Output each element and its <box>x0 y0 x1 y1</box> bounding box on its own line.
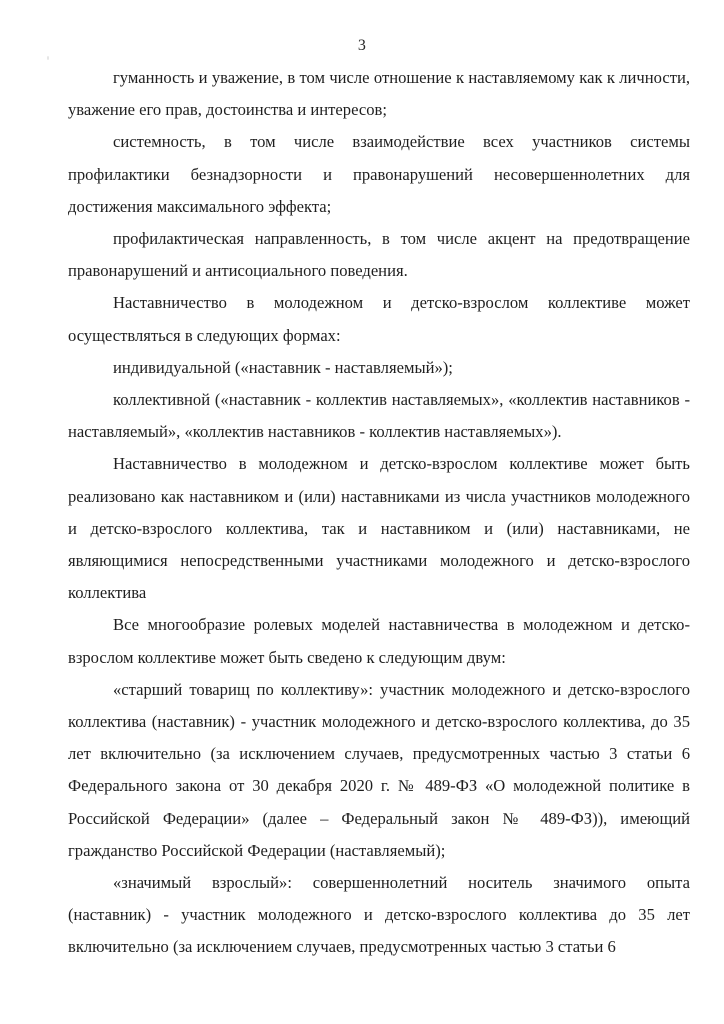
paragraph-mentoring-implementation: Наставничество в молодежном и детско-взрослом коллективе может быть реализовано как наставником и (или) наставниками из числа участников молодежного и детско-взрослого коллектива, так и наставником и (или) наставниками, не являющимися непосредственными участниками молодежного и детско-взрослого коллектива <box>68 454 690 603</box>
paragraph-form-collective: коллективной («наставник - коллектив наставляемых», «коллектив наставников - наставляемый», «коллектив наставников - коллектив наставляемых»). <box>68 390 690 442</box>
document-body <box>68 62 690 964</box>
paragraph-preventive-focus: профилактическая направленность, в том числе акцент на предотвращение правонарушений и антисоциального поведения. <box>68 229 690 281</box>
scan-artifact-speck <box>47 56 49 60</box>
paragraph-form-individual: индивидуальной («наставник - наставляемый»); <box>113 357 453 377</box>
paragraph-humanity-and-respect: гуманность и уважение, в том числе отношение к наставляемому как к личности, уважение его прав, достоинства и интересов; <box>68 68 690 120</box>
paragraph-role-models-intro: Все многообразие ролевых моделей наставничества в молодежном и детско-взрослом коллективе может быть сведено к следующим двум: <box>68 615 690 667</box>
paragraph-role-senior-comrade: «старший товарищ по коллективу»: участник молодежного и детско-взрослого коллектива (наставник) - участник молодежного и детско-взрослого коллектива, до 35 лет включительно (за исключением случаев, предусмотренных частью 3 статьи 6 Федерального закона от 30 декабря 2020 г. № 489-ФЗ «О молодежной политике в Российской Федерации» (далее – Федеральный закон № 489-ФЗ)), имеющий гражданство Российской Федерации (наставляемый); <box>68 679 690 860</box>
paragraph-mentoring-forms-intro: Наставничество в молодежном и детско-взрослом коллективе может осуществляться в следующих формах: <box>68 293 690 345</box>
paragraph-role-significant-adult: «значимый взрослый»: совершеннолетний носитель значимого опыта (наставник) - участник молодежного и детско-взрослого коллектива до 35 лет включительно (за исключением случаев, предусмотренных частью 3 статьи 6 <box>68 873 690 957</box>
paragraph-systematicity: системность, в том числе взаимодействие всех участников системы профилактики безнадзорности и правонарушений несовершеннолетних для достижения максимального эффекта; <box>68 132 690 216</box>
page-number: 3 <box>357 37 367 54</box>
